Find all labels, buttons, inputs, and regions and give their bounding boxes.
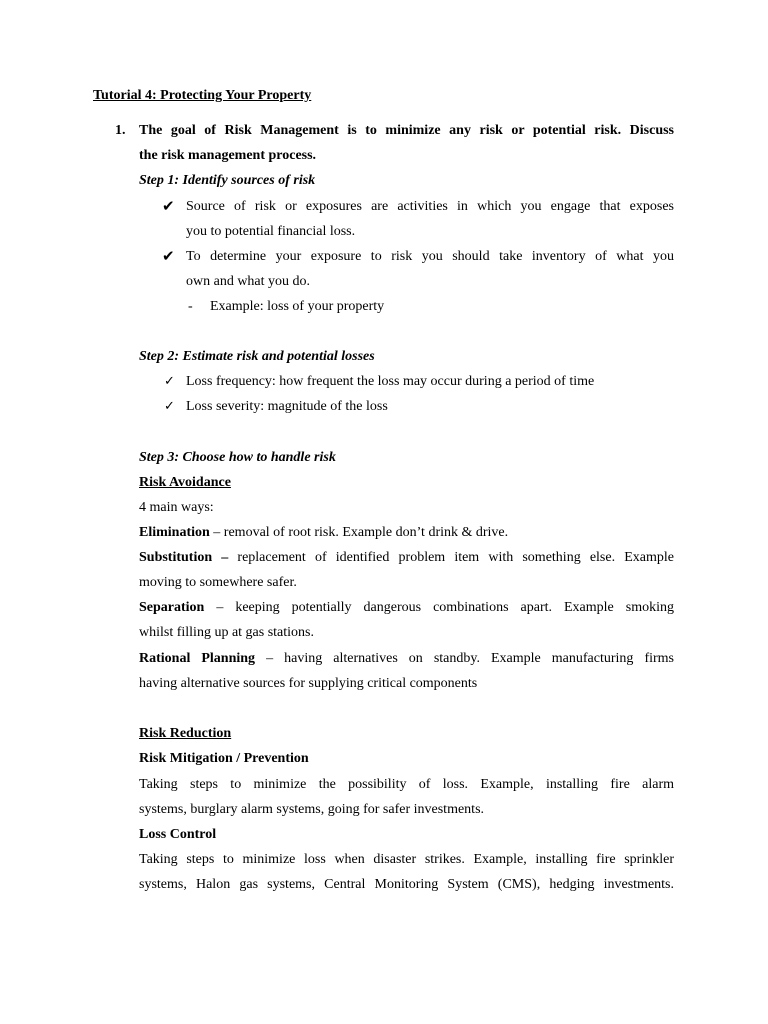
step2-heading: Step 2: Estimate risk and potential losses	[139, 349, 375, 364]
substitution-line1	[139, 549, 674, 567]
question-number: 1.	[115, 123, 126, 138]
checkmark-icon: ✓	[164, 374, 175, 389]
step1-example: Example: loss of your property	[210, 299, 385, 314]
rational-planning-line2: having alternative sources for supplying critical components	[139, 676, 478, 691]
loss-control-line1: Taking steps to minimize loss when disaster strikes. Example, installing fire sprinkler	[139, 852, 674, 867]
rational-planning-line1	[139, 650, 674, 668]
elimination-text: – removal of root risk. Example don’t drink & drive.	[209, 525, 509, 540]
loss-control-line2: systems, Halon gas systems, Central Monitoring System (CMS), hedging investments.	[139, 877, 674, 892]
elimination-paragraph	[139, 524, 508, 542]
mitigation-line2: systems, burglary alarm systems, going for safer investments.	[139, 802, 485, 817]
question-text-line1: The goal of Risk Management is to minimize any risk or potential risk. Discuss	[139, 123, 674, 138]
checkmark-icon: ✔	[162, 247, 175, 265]
risk-avoidance-heading: Risk Avoidance	[139, 475, 231, 490]
mitigation-line1: Taking steps to minimize the possibility of loss. Example, installing fire alarm	[139, 777, 674, 792]
step1-bullet2-line2: own and what you do.	[186, 274, 311, 289]
loss-control-heading: Loss Control	[139, 827, 217, 842]
question-text-line2: the risk management process.	[139, 148, 317, 163]
separation-line1	[139, 599, 674, 617]
elimination-term: Elimination	[139, 525, 210, 540]
dash-marker: -	[188, 299, 193, 314]
step1-heading: Step 1: Identify sources of risk	[139, 173, 316, 188]
step1-bullet2-line1: To determine your exposure to risk you should take inventory of what you	[186, 249, 674, 264]
main-ways-text: 4 main ways:	[139, 500, 214, 515]
step3-heading: Step 3: Choose how to handle risk	[139, 450, 336, 465]
substitution-line2: moving to somewhere safer.	[139, 575, 297, 590]
separation-text: – keeping potentially dangerous combinations apart. Example smoking	[204, 600, 674, 615]
rational-planning-text: – having alternatives on standby. Example manufacturing firms	[255, 651, 675, 666]
substitution-term: Substitution –	[139, 550, 229, 565]
step2-bullet1: Loss frequency: how frequent the loss may occur during a period of time	[186, 374, 595, 389]
step1-bullet1-line2: you to potential financial loss.	[186, 224, 356, 239]
separation-line2: whilst filling up at gas stations.	[139, 625, 314, 640]
substitution-text: replacement of identified problem item with something else. Example	[228, 550, 674, 565]
rational-planning-term: Rational Planning	[139, 651, 256, 666]
step2-bullet2: Loss severity: magnitude of the loss	[186, 399, 388, 414]
checkmark-icon: ✔	[162, 197, 175, 215]
step1-bullet1-line1: Source of risk or exposures are activities in which you engage that exposes	[186, 199, 674, 214]
separation-term: Separation	[139, 600, 205, 615]
checkmark-icon: ✓	[164, 399, 175, 414]
document-title: Tutorial 4: Protecting Your Property	[93, 88, 312, 103]
risk-mitigation-heading: Risk Mitigation / Prevention	[139, 751, 309, 766]
risk-reduction-heading: Risk Reduction	[139, 726, 232, 741]
